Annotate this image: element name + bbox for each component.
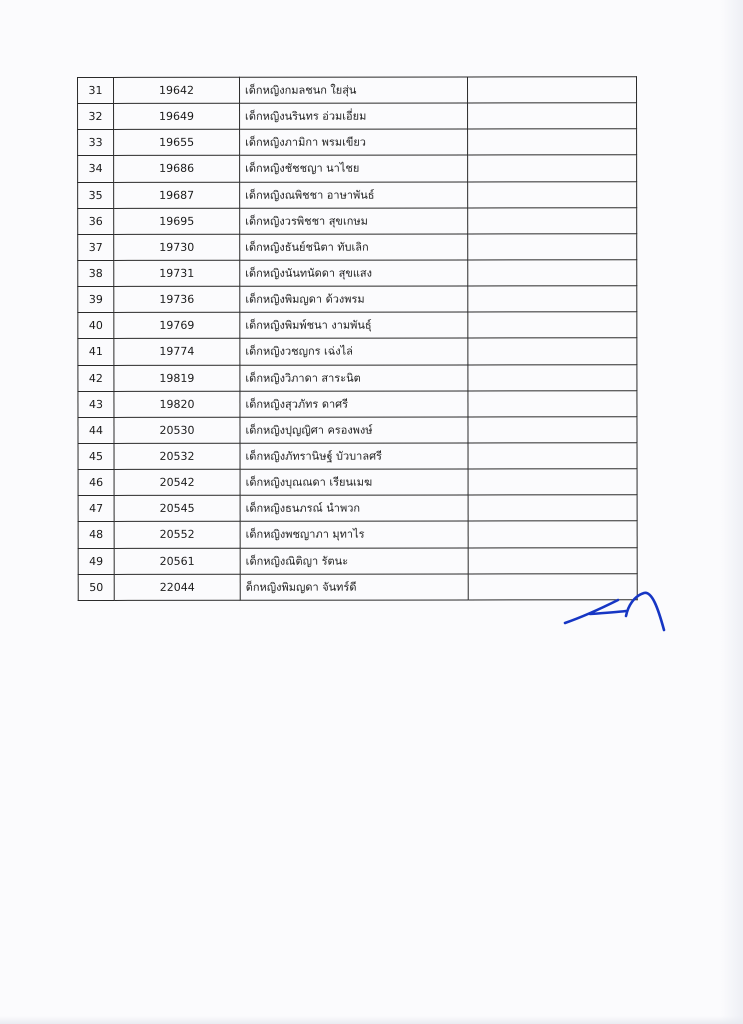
table-row [78, 547, 637, 574]
student-id-cell: 19731 [114, 260, 240, 286]
table-row [78, 312, 637, 339]
student-id-cell: 19686 [114, 156, 240, 182]
student-id-cell: 20542 [114, 469, 240, 495]
student-id-cell: 22044 [114, 574, 240, 600]
remark-cell [468, 469, 637, 495]
remark-cell [468, 547, 637, 573]
scan-shadow-right [721, 0, 743, 1024]
row-number-cell: 38 [78, 260, 114, 286]
table-row [78, 338, 637, 365]
row-number-cell: 40 [78, 313, 114, 339]
student-id-cell: 19642 [114, 77, 240, 103]
student-name-cell: เด็กหญิงภัทรานิษฐ์ บัวบาลศรี [240, 443, 468, 469]
student-id-cell: 19687 [114, 182, 240, 208]
student-id-cell: 19730 [114, 234, 240, 260]
table-row [78, 443, 637, 470]
student-name-cell: เด็กหญิงชัชชญา นาไชย [240, 155, 468, 181]
table-row [78, 495, 637, 522]
student-name-cell: เด็กหญิงวิภาดา สาระนิต [240, 365, 468, 391]
row-number-cell: 41 [78, 339, 114, 365]
remark-cell [468, 155, 637, 181]
row-number-cell: 49 [78, 548, 114, 574]
table-row [78, 364, 637, 391]
student-name-cell: เด็กหญิงวชญกร เฉ่งไล่ [240, 338, 468, 364]
remark-cell [468, 417, 637, 443]
table-row [78, 77, 637, 104]
student-name-cell: เด็กหญิงกมลชนก ใยสุ่น [240, 77, 468, 103]
remark-cell [468, 234, 637, 260]
row-number-cell: 34 [78, 156, 114, 182]
remark-cell [468, 521, 637, 547]
table-row [78, 181, 637, 208]
row-number-cell: 39 [78, 287, 114, 313]
student-id-cell: 20545 [114, 496, 240, 522]
row-number-cell: 32 [78, 104, 114, 130]
remark-cell [468, 103, 637, 129]
table-row [78, 129, 637, 156]
row-number-cell: 42 [78, 365, 114, 391]
student-id-cell: 19736 [114, 286, 240, 312]
student-name-cell: เด็กหญิงพิมพ์ชนา งามพันธุ์ [240, 312, 468, 338]
row-number-cell: 31 [78, 77, 114, 103]
student-id-cell: 19769 [114, 313, 240, 339]
handwritten-signature [560, 588, 670, 633]
student-name-cell: เด็กหญิงพชญาภา มุทาไร [240, 521, 468, 547]
remark-cell [468, 390, 637, 416]
row-number-cell: 36 [78, 208, 114, 234]
remark-cell [468, 443, 637, 469]
roster-body [78, 77, 638, 601]
remark-cell [468, 286, 637, 312]
table-row [78, 417, 637, 444]
student-name-cell: เด็กหญิงนันทนัดดา สุขแสง [240, 260, 468, 286]
row-number-cell: 48 [78, 522, 114, 548]
student-name-cell: เด็กหญิงณพิชชา อาษาพันธ์ [240, 182, 468, 208]
table-row [78, 234, 637, 261]
student-id-cell: 19820 [114, 391, 240, 417]
remark-cell [468, 312, 637, 338]
student-id-cell: 20530 [114, 417, 240, 443]
student-id-cell: 19819 [114, 365, 240, 391]
table-row [78, 469, 637, 496]
student-name-cell: เด็กหญิงบุณณดา เรียนเมฆ [240, 469, 468, 495]
table-row [78, 286, 637, 313]
student-name-cell: เด็กหญิงปุญญิศา ครองพงษ์ [240, 417, 468, 443]
table-row [78, 390, 637, 417]
remark-cell [468, 77, 637, 103]
remark-cell [468, 338, 637, 364]
student-roster-table [77, 76, 638, 601]
remark-cell [468, 260, 637, 286]
table-row [78, 521, 637, 548]
student-name-cell: เด็กหญิงวรพิชชา สุขเกษม [240, 208, 468, 234]
row-number-cell: 45 [78, 443, 114, 469]
remark-cell [468, 207, 637, 233]
table-row [78, 207, 637, 234]
row-number-cell: 33 [78, 130, 114, 156]
table-row [78, 573, 637, 600]
student-name-cell: เด็กหญิงณิติญา รัตนะ [240, 547, 468, 573]
student-id-cell: 19774 [114, 339, 240, 365]
student-name-cell: ด็กหญิงพิมญดา จันทร์ดี [240, 574, 468, 600]
row-number-cell: 37 [78, 234, 114, 260]
student-name-cell: เด็กหญิงธันย์ชนิตา ทับเลิก [240, 234, 468, 260]
row-number-cell: 47 [78, 496, 114, 522]
table-row [78, 155, 637, 182]
row-number-cell: 43 [78, 391, 114, 417]
student-id-cell: 19655 [114, 130, 240, 156]
remark-cell [468, 181, 637, 207]
table-row [78, 260, 637, 287]
remark-cell [468, 129, 637, 155]
row-number-cell: 46 [78, 470, 114, 496]
student-id-cell: 19649 [114, 103, 240, 129]
student-name-cell: เด็กหญิงนรินทร อ่วมเอี่ยม [240, 103, 468, 129]
student-name-cell: เด็กหญิงพิมญดา ด้วงพรม [240, 286, 468, 312]
signature-stroke [565, 593, 664, 630]
remark-cell [468, 364, 637, 390]
student-name-cell: เด็กหญิงสุวภัทร ดาศรี [240, 391, 468, 417]
scan-shadow-bottom [0, 1016, 743, 1024]
row-number-cell: 35 [78, 182, 114, 208]
student-id-cell: 20561 [114, 548, 240, 574]
remark-cell [468, 495, 637, 521]
student-roster-sheet [77, 77, 627, 601]
row-number-cell: 44 [78, 417, 114, 443]
student-id-cell: 19695 [114, 208, 240, 234]
student-name-cell: เด็กหญิงธนภรณ์ นำพวก [240, 495, 468, 521]
student-name-cell: เด็กหญิงภามิกา พรมเขียว [240, 129, 468, 155]
student-id-cell: 20552 [114, 522, 240, 548]
table-row [78, 103, 637, 130]
row-number-cell: 50 [78, 574, 114, 600]
student-id-cell: 20532 [114, 443, 240, 469]
